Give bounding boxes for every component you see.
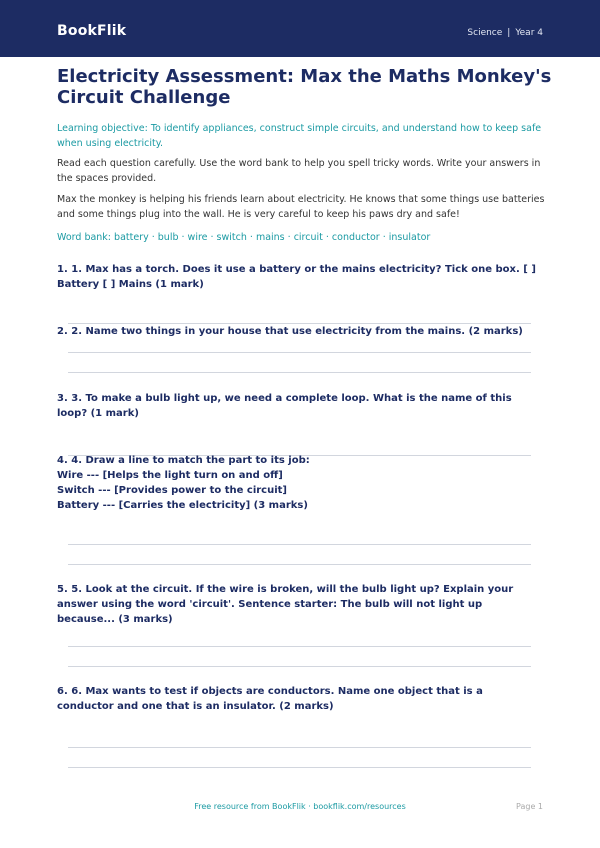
answer-line[interactable] — [68, 666, 531, 667]
subject-label: Science — [467, 28, 503, 38]
question-4: 4. 4. Draw a line to match the part to its job: Wire --- [Helps the light turn on and off] Switch --- [Provides power to the circuit] Battery --- [Carries the electricity] (3 marks) — [57, 455, 310, 511]
question-5: 5. 5. Look at the circuit. If the wire is broken, will the bulb light up? Explain your answer using the word 'circuit'. Sentence starter: The bulb will not light up because... (3 marks) — [57, 584, 514, 625]
page-header — [0, 0, 600, 57]
answer-line[interactable] — [68, 747, 531, 748]
question-2: 2. 2. Name two things in your house that use electricity from the mains. (2 marks) — [57, 326, 523, 337]
question-3: 3. 3. To make a bulb light up, we need a complete loop. What is the name of this loop? (1 mark) — [57, 393, 512, 419]
subject-year-label — [467, 28, 543, 38]
question-6: 6. 6. Max wants to test if objects are conductors. Name one object that is a conductor and one that is an insulator. (2 marks) — [57, 686, 483, 712]
page-number: Page 1 — [516, 802, 543, 811]
answer-line[interactable] — [68, 564, 531, 565]
word-bank: Word bank: battery · bulb · wire · switch · mains · circuit · conductor · insulator — [57, 232, 431, 243]
meta-separator: | — [507, 28, 511, 38]
learning-objective: Learning objective: To identify appliances, construct simple circuits, and understand how to keep safe when using electricity. — [57, 123, 542, 149]
answer-line[interactable] — [68, 372, 531, 373]
answer-line[interactable] — [68, 544, 531, 545]
year-label: Year 4 — [515, 28, 543, 38]
question-1: 1. 1. Max has a torch. Does it use a battery or the mains electricity? Tick one box. [ ] Battery [ ] Mains (1 mark) — [57, 264, 536, 290]
footer-link[interactable]: Free resource from BookFlik · bookflik.com/resources — [194, 802, 406, 811]
brand-logo: BookFlik — [57, 23, 127, 39]
page-title: Electricity Assessment: Max the Maths Monkey's Circuit Challenge — [57, 66, 552, 108]
answer-line[interactable] — [68, 646, 531, 647]
answer-line[interactable] — [68, 767, 531, 768]
instructions: Read each question carefully. Use the word bank to help you spell tricky words. Write your answers in the spaces provided. — [57, 158, 541, 184]
story-intro: Max the monkey is helping his friends learn about electricity. He knows that some things use batteries and some things plug into the wall. He is very careful to keep his paws dry and safe! — [57, 194, 545, 220]
answer-line[interactable] — [68, 352, 531, 353]
